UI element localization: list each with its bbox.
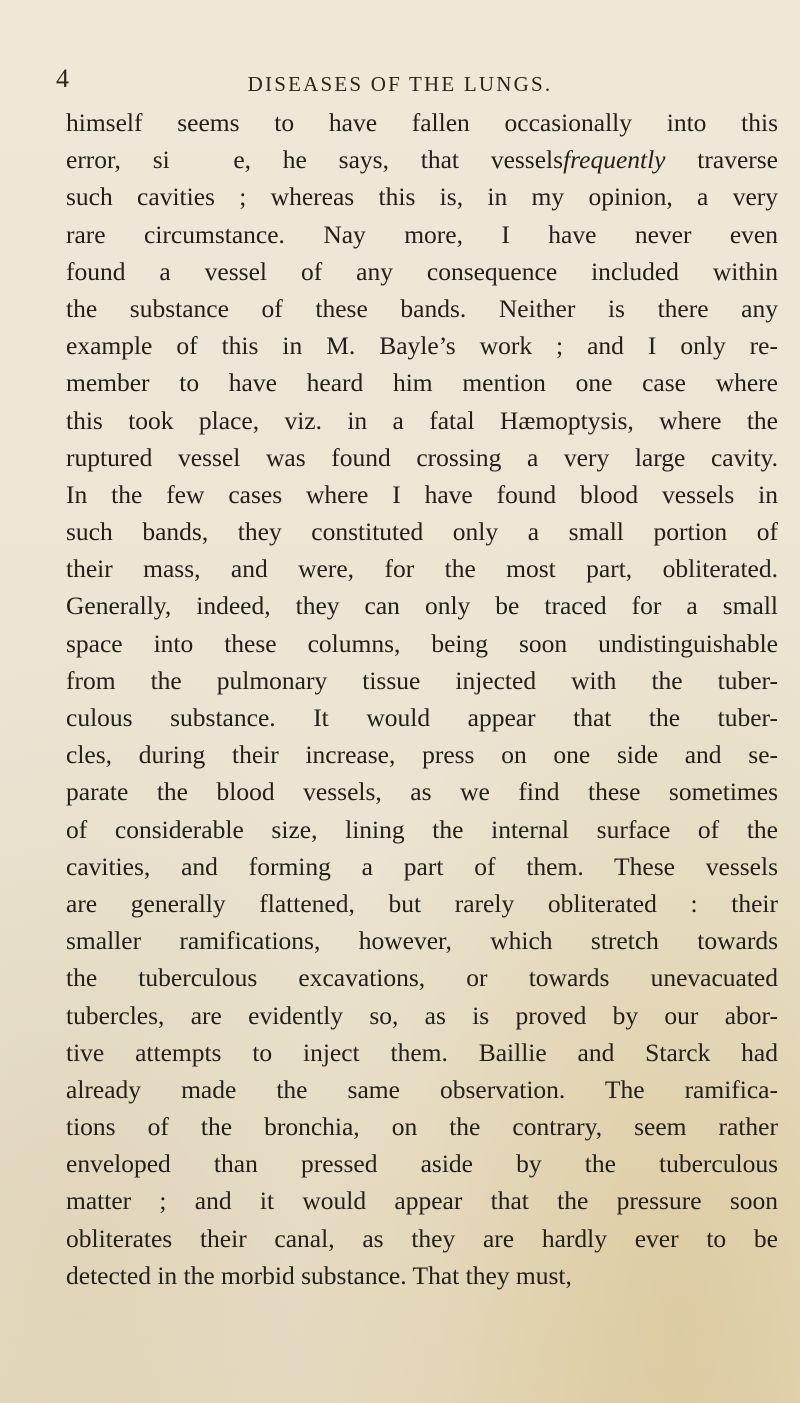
text-line: tions of the bronchia, on the contrary, seem rather (66, 1112, 778, 1142)
text-line: of considerable size, lining the internal surface of the (66, 814, 778, 844)
text-line: member to have heard him mention one case where (66, 368, 778, 398)
text-line-start: error, si e, he says, that vessels (66, 145, 564, 175)
text-line: smaller ramifications, however, which stretch towards (66, 926, 778, 956)
text-line: rare circumstance. Nay more, I have never even (66, 219, 778, 249)
text-line: from the pulmonary tissue injected with the tuber- (66, 665, 778, 695)
text-line: example of this in M. Bayle’s work ; and I only re- (66, 331, 778, 361)
text-line: matter ; and it would appear that the pressure soon (66, 1186, 778, 1216)
text-line: obliterates their canal, as they are hardly ever to be (66, 1223, 778, 1253)
text-line: Generally, indeed, they can only be traced for a small (66, 591, 778, 621)
text-line: cavities, and forming a part of them. These vessels (66, 851, 778, 881)
text-line: space into these columns, being soon undistinguishable (66, 628, 778, 658)
text-line: cles, during their increase, press on one side and se- (66, 740, 778, 770)
text-line-end: traverse (665, 145, 778, 175)
text-line: tive attempts to inject them. Baillie and Starck had (66, 1037, 778, 1067)
text-line: In the few cases where I have found blood vessels in (66, 479, 778, 509)
text-line: such bands, they constituted only a small portion of (66, 517, 778, 547)
text-line: the substance of these bands. Neither is there any (66, 293, 778, 323)
text-line: detected in the morbid substance. That they must, (66, 1260, 572, 1290)
running-title: DISEASES OF THE LUNGS. (247, 72, 553, 96)
text-line: such cavities ; whereas this is, in my opinion, a very (66, 182, 778, 212)
body-text (66, 104, 778, 1294)
text-line: the tuberculous excavations, or towards unevacuated (66, 963, 778, 993)
text-line: their mass, and were, for the most part, obliterated. (66, 554, 778, 584)
text-line: ruptured vessel was found crossing a very large cavity. (66, 442, 778, 472)
text-line: parate the blood vessels, as we find these sometimes (66, 777, 778, 807)
page-number: 4 (56, 64, 69, 93)
text-line: culous substance. It would appear that the tuber- (66, 703, 778, 732)
text-line: this took place, viz. in a fatal Hæmoptysis, where the (66, 405, 778, 435)
text-line: already made the same observation. The ramifica- (66, 1074, 778, 1104)
text-line (66, 141, 778, 178)
italic-word: frequently (563, 145, 666, 175)
text-line: are generally flattened, but rarely obliterated : their (66, 888, 778, 918)
text-line: enveloped than pressed aside by the tuberculous (66, 1149, 778, 1179)
text-line: found a vessel of any consequence included within (66, 256, 778, 286)
running-head (0, 58, 800, 98)
text-line: tubercles, are evidently so, as is proved by our abor- (66, 1000, 778, 1030)
text-line: himself seems to have fallen occasionally into this (66, 108, 778, 137)
